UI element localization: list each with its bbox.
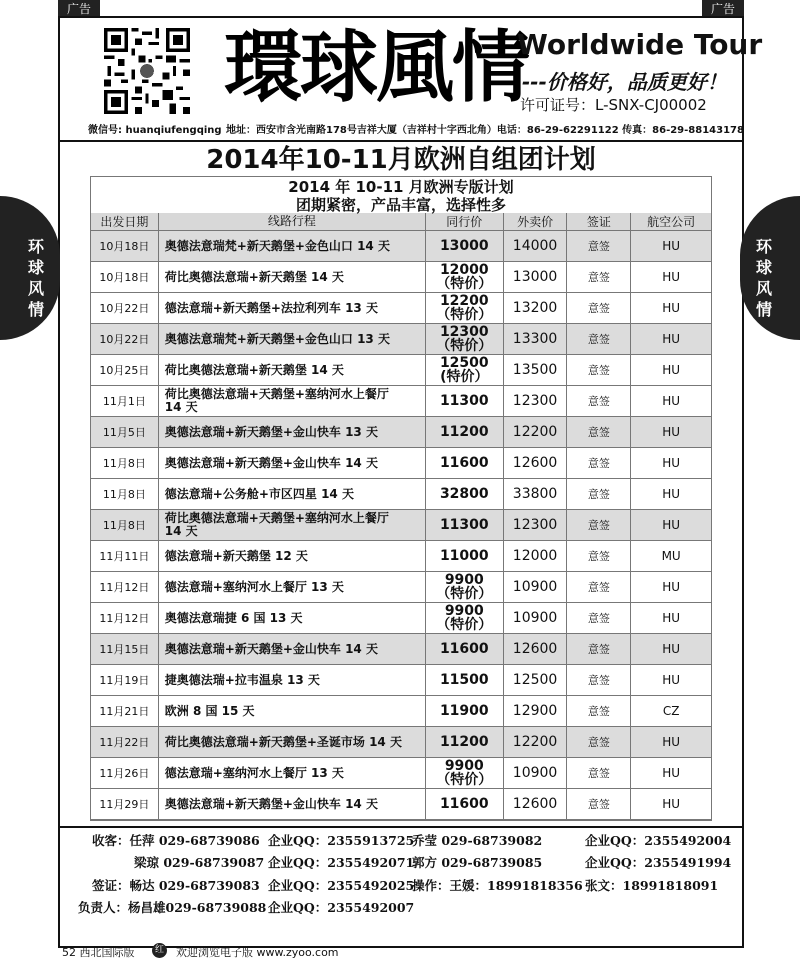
cell-route: 德法意瑞+新天鹅堡+法拉利列车 13 天 bbox=[159, 293, 426, 324]
cell-date: 11月21日 bbox=[91, 696, 159, 727]
cell-date: 10月22日 bbox=[91, 293, 159, 324]
contact-entry: 企业QQ：2355491994 bbox=[585, 855, 732, 870]
cell-retail-price: 12600 bbox=[504, 448, 568, 479]
cell-peer-price: 9900 （特价） bbox=[426, 603, 504, 634]
table-row bbox=[91, 448, 711, 479]
brand-english: Worldwide Tour bbox=[517, 28, 763, 61]
table-row bbox=[91, 541, 711, 572]
cell-route: 荷比奥德法意瑞+新天鹅堡+圣诞市场 14 天 bbox=[159, 727, 426, 758]
table-row bbox=[91, 510, 711, 541]
table-row bbox=[91, 231, 711, 262]
side-tab-left bbox=[0, 196, 60, 340]
cell-visa: 意签 bbox=[567, 665, 631, 696]
cell-route: 捷奥德法瑞+拉韦温泉 13 天 bbox=[159, 665, 426, 696]
table-row bbox=[91, 355, 711, 386]
side-char: 环 bbox=[755, 237, 772, 256]
cell-route: 奥德法意瑞+新天鹅堡+金山快车 14 天 bbox=[159, 789, 426, 820]
cell-visa: 意签 bbox=[567, 324, 631, 355]
column-header-peer-price: 同行价 bbox=[426, 213, 504, 231]
cell-airline: HU bbox=[631, 572, 711, 603]
cell-airline: HU bbox=[631, 789, 711, 820]
cell-airline: HU bbox=[631, 293, 711, 324]
cell-date: 10月25日 bbox=[91, 355, 159, 386]
table-row bbox=[91, 727, 711, 758]
cell-route: 德法意瑞+塞纳河水上餐厅 13 天 bbox=[159, 572, 426, 603]
cell-peer-price: 11300 bbox=[426, 386, 504, 417]
side-char: 情 bbox=[27, 300, 44, 319]
cell-date: 11月5日 bbox=[91, 417, 159, 448]
cell-visa: 意签 bbox=[567, 634, 631, 665]
address-contact-line: 地址：西安市含光南路178号吉祥大厦（吉祥村十字西北角）电话：86-29-62291122 传真：86-29-88143178 bbox=[226, 125, 744, 136]
cell-peer-price: 11600 bbox=[426, 789, 504, 820]
contact-entry: 签证：畅达 029-68739083 bbox=[92, 878, 260, 893]
cell-peer-price: 11000 bbox=[426, 541, 504, 572]
cell-route: 荷比奥德法意瑞+天鹅堡+塞纳河水上餐厅 14 天 bbox=[159, 386, 426, 417]
cell-retail-price: 14000 bbox=[504, 231, 568, 262]
footer-logo-icon: 红 bbox=[152, 943, 167, 958]
cell-route: 奥德法意瑞梵+新天鹅堡+金色山口 14 天 bbox=[159, 231, 426, 262]
cell-retail-price: 13300 bbox=[504, 324, 568, 355]
cell-airline: HU bbox=[631, 355, 711, 386]
cell-peer-price: 32800 bbox=[426, 479, 504, 510]
slogan: ---价格好，品质更好！ bbox=[522, 70, 727, 94]
table-row bbox=[91, 386, 711, 417]
cell-retail-price: 13200 bbox=[504, 293, 568, 324]
cell-peer-price: 11200 bbox=[426, 727, 504, 758]
table-header-row bbox=[91, 213, 711, 231]
cell-route: 奥德法意瑞+新天鹅堡+金山快车 14 天 bbox=[159, 448, 426, 479]
cell-route: 奥德法意瑞+新天鹅堡+金山快车 14 天 bbox=[159, 634, 426, 665]
cell-visa: 意签 bbox=[567, 386, 631, 417]
table-row bbox=[91, 758, 711, 789]
contact-entry: 操作：王媛：18991818356 bbox=[412, 878, 583, 893]
cell-retail-price: 13500 bbox=[504, 355, 568, 386]
cell-airline: HU bbox=[631, 231, 711, 262]
cell-route: 奥德法意瑞捷 6 国 13 天 bbox=[159, 603, 426, 634]
table-row bbox=[91, 603, 711, 634]
cell-retail-price: 12600 bbox=[504, 789, 568, 820]
brand-logo-chinese: 環球風情 bbox=[224, 22, 529, 113]
cell-peer-price: 12200 （特价） bbox=[426, 293, 504, 324]
cell-visa: 意签 bbox=[567, 448, 631, 479]
side-char: 风 bbox=[755, 279, 772, 298]
contact-entry: 企业QQ：2355913725 bbox=[268, 833, 415, 848]
cell-route: 奥德法意瑞+新天鹅堡+金山快车 13 天 bbox=[159, 417, 426, 448]
column-header-visa: 签证 bbox=[567, 213, 631, 231]
contact-entry: 收客：任萍 029-68739086 bbox=[92, 833, 260, 848]
cell-retail-price: 12300 bbox=[504, 510, 568, 541]
subtitle-line-2: 团期紧密，产品丰富，选择性多 bbox=[295, 196, 506, 214]
contact-entry: 张文：18991818091 bbox=[585, 878, 719, 893]
side-tab-label bbox=[26, 236, 46, 320]
page-title: 2014年10-11月欧洲自组团计划 bbox=[206, 145, 596, 175]
cell-retail-price: 12200 bbox=[504, 727, 568, 758]
cell-airline: CZ bbox=[631, 696, 711, 727]
contact-entry: 郭方 029-68739085 bbox=[412, 855, 543, 870]
tour-plan-table bbox=[90, 176, 712, 821]
cell-date: 11月12日 bbox=[91, 603, 159, 634]
cell-peer-price: 13000 bbox=[426, 231, 504, 262]
cell-date: 11月11日 bbox=[91, 541, 159, 572]
column-header-airline: 航空公司 bbox=[631, 213, 711, 231]
cell-route: 荷比奥德法意瑞+新天鹅堡 14 天 bbox=[159, 355, 426, 386]
contact-entry: 企业QQ：2355492004 bbox=[585, 833, 732, 848]
cell-peer-price: 11500 bbox=[426, 665, 504, 696]
contacts-divider bbox=[58, 826, 744, 828]
cell-date: 10月18日 bbox=[91, 262, 159, 293]
cell-peer-price: 11300 bbox=[426, 510, 504, 541]
column-header-route: 线路行程 bbox=[159, 213, 426, 231]
cell-retail-price: 13000 bbox=[504, 262, 568, 293]
side-char: 球 bbox=[755, 258, 772, 277]
cell-visa: 意签 bbox=[567, 355, 631, 386]
table-row bbox=[91, 665, 711, 696]
contact-entry: 乔莹 029-68739082 bbox=[412, 833, 543, 848]
cell-peer-price: 12300 （特价） bbox=[426, 324, 504, 355]
cell-peer-price: 11600 bbox=[426, 634, 504, 665]
cell-airline: HU bbox=[631, 510, 711, 541]
cell-visa: 意签 bbox=[567, 479, 631, 510]
cell-airline: HU bbox=[631, 386, 711, 417]
cell-visa: 意签 bbox=[567, 727, 631, 758]
cell-airline: HU bbox=[631, 634, 711, 665]
cell-date: 11月19日 bbox=[91, 665, 159, 696]
contact-entry: 企业QQ：2355492071 bbox=[268, 855, 415, 870]
side-char: 风 bbox=[27, 279, 44, 298]
cell-route: 德法意瑞+塞纳河水上餐厅 13 天 bbox=[159, 758, 426, 789]
cell-airline: HU bbox=[631, 262, 711, 293]
cell-date: 11月26日 bbox=[91, 758, 159, 789]
cell-visa: 意签 bbox=[567, 293, 631, 324]
cell-peer-price: 12000 （特价） bbox=[426, 262, 504, 293]
contact-entry: 梁琼 029-68739087 bbox=[134, 855, 265, 870]
cell-airline: HU bbox=[631, 665, 711, 696]
cell-airline: HU bbox=[631, 324, 711, 355]
table-body bbox=[91, 231, 711, 820]
cell-peer-price: 11600 bbox=[426, 448, 504, 479]
ad-tag-right: 广告 bbox=[702, 0, 744, 18]
cell-retail-price: 10900 bbox=[504, 758, 568, 789]
cell-retail-price: 12600 bbox=[504, 634, 568, 665]
cell-date: 11月8日 bbox=[91, 479, 159, 510]
cell-airline: HU bbox=[631, 603, 711, 634]
side-tab-right bbox=[740, 196, 800, 340]
table-row bbox=[91, 262, 711, 293]
cell-date: 11月8日 bbox=[91, 448, 159, 479]
cell-airline: MU bbox=[631, 541, 711, 572]
cell-retail-price: 33800 bbox=[504, 479, 568, 510]
table-row bbox=[91, 572, 711, 603]
cell-retail-price: 10900 bbox=[504, 572, 568, 603]
cell-retail-price: 12000 bbox=[504, 541, 568, 572]
table-row bbox=[91, 417, 711, 448]
cell-peer-price: 12500 (特价） bbox=[426, 355, 504, 386]
table-row bbox=[91, 634, 711, 665]
column-header-retail-price: 外卖价 bbox=[504, 213, 568, 231]
cell-airline: HU bbox=[631, 727, 711, 758]
table-row bbox=[91, 324, 711, 355]
cell-visa: 意签 bbox=[567, 541, 631, 572]
ad-tag-left: 广告 bbox=[58, 0, 100, 18]
footer-website: 欢迎浏览电子版 www.zyoo.com bbox=[176, 946, 339, 959]
cell-peer-price: 11200 bbox=[426, 417, 504, 448]
cell-date: 11月22日 bbox=[91, 727, 159, 758]
license-number: 许可证号：L-SNX-CJ00002 bbox=[520, 96, 707, 114]
cell-airline: HU bbox=[631, 417, 711, 448]
wechat-id: 微信号: huanqiufengqing bbox=[88, 125, 222, 136]
contact-entry: 企业QQ：2355492007 bbox=[268, 900, 415, 915]
table-row bbox=[91, 789, 711, 820]
cell-date: 11月8日 bbox=[91, 510, 159, 541]
contact-entry: 负责人：杨昌雄029-68739088 bbox=[78, 900, 267, 915]
table-row bbox=[91, 479, 711, 510]
cell-visa: 意签 bbox=[567, 758, 631, 789]
cell-route: 荷比奥德法意瑞+天鹅堡+塞纳河水上餐厅 14 天 bbox=[159, 510, 426, 541]
cell-date: 11月12日 bbox=[91, 572, 159, 603]
cell-route: 欧洲 8 国 15 天 bbox=[159, 696, 426, 727]
cell-peer-price: 9900 （特价） bbox=[426, 758, 504, 789]
column-header-date: 出发日期 bbox=[91, 213, 159, 231]
cell-airline: HU bbox=[631, 479, 711, 510]
side-tab-label bbox=[754, 236, 774, 320]
cell-route: 奥德法意瑞梵+新天鹅堡+金色山口 13 天 bbox=[159, 324, 426, 355]
cell-route: 荷比奥德法意瑞+新天鹅堡 14 天 bbox=[159, 262, 426, 293]
cell-retail-price: 12200 bbox=[504, 417, 568, 448]
cell-retail-price: 10900 bbox=[504, 603, 568, 634]
side-char: 情 bbox=[755, 300, 772, 319]
page-number: 52 西北国际版 bbox=[62, 946, 135, 959]
contact-entry: 企业QQ：2355492025 bbox=[268, 878, 415, 893]
cell-airline: HU bbox=[631, 448, 711, 479]
cell-visa: 意签 bbox=[567, 603, 631, 634]
cell-visa: 意签 bbox=[567, 262, 631, 293]
cell-airline: HU bbox=[631, 758, 711, 789]
cell-date: 10月18日 bbox=[91, 231, 159, 262]
cell-visa: 意签 bbox=[567, 696, 631, 727]
cell-route: 德法意瑞+公务舱+市区四星 14 天 bbox=[159, 479, 426, 510]
cell-visa: 意签 bbox=[567, 231, 631, 262]
cell-peer-price: 11900 bbox=[426, 696, 504, 727]
wechat-qr-code bbox=[104, 28, 190, 114]
cell-date: 10月22日 bbox=[91, 324, 159, 355]
table-row bbox=[91, 696, 711, 727]
cell-date: 11月15日 bbox=[91, 634, 159, 665]
subtitle-line-1: 2014 年 10-11 月欧洲专版计划 bbox=[288, 178, 514, 196]
cell-visa: 意签 bbox=[567, 789, 631, 820]
cell-visa: 意签 bbox=[567, 510, 631, 541]
cell-retail-price: 12300 bbox=[504, 386, 568, 417]
side-char: 球 bbox=[27, 258, 44, 277]
cell-peer-price: 9900 （特价） bbox=[426, 572, 504, 603]
cell-route: 德法意瑞+新天鹅堡 12 天 bbox=[159, 541, 426, 572]
table-row bbox=[91, 293, 711, 324]
cell-retail-price: 12500 bbox=[504, 665, 568, 696]
side-char: 环 bbox=[27, 237, 44, 256]
cell-retail-price: 12900 bbox=[504, 696, 568, 727]
table-subtitle bbox=[91, 177, 711, 213]
cell-date: 11月1日 bbox=[91, 386, 159, 417]
cell-visa: 意签 bbox=[567, 572, 631, 603]
cell-date: 11月29日 bbox=[91, 789, 159, 820]
cell-visa: 意签 bbox=[567, 417, 631, 448]
